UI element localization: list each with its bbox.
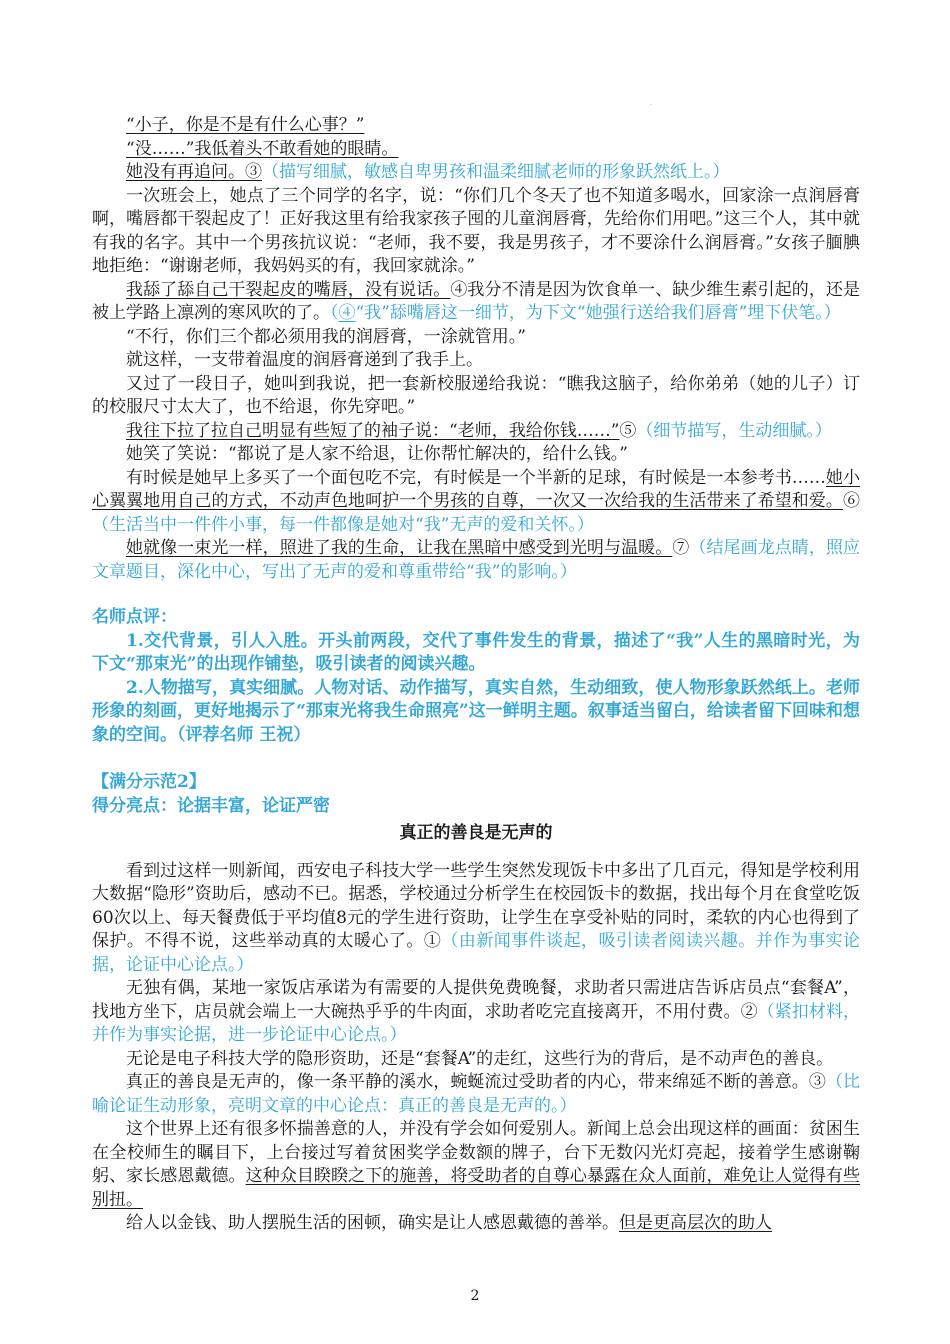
spacer [92,747,860,771]
comment-heading: 名师点评： [92,607,177,627]
essay-text: 看到过这样一则新闻，西安电子科技大学一些学生突然发现饭卡中多出了几百元，得知是学校利用大数据“隐形”资助后，感动不已。据悉，学校通过分析学生在校园饭卡的数据，找出每个月在食堂吃饭60次以上、每天餐费低于平均值8元的学生进行资助，让学生在享受补贴的同时，柔软的内心也得到了保护。不得不说，这些举动真的太暖心了。① [92,860,860,951]
score-highlight: 得分亮点：论据丰富，论证严密 [92,795,330,816]
marker-number: ⑤ [619,420,637,441]
story-paragraph [92,537,860,584]
story-paragraph [92,185,860,279]
annotation-note: （比喻论证生动形象，亮明文章的中心论点：真正的善良是无声的。） [92,1072,861,1116]
underlined-text: 她小心翼翼地用自己的方式，不动声色地呵护一个男孩的自尊，一次又一次给我的生活带来了希望和爱。 [92,467,861,511]
underlined-text: 我舔了舔自己干裂起皮的嘴唇，没有说话。 [126,279,451,300]
underlined-text: 这种众目睽睽之下的施善，将受助者的自尊心暴露在众人面前，难免让人觉得有些别扭。 [92,1166,861,1210]
note-number: ④ [338,303,356,323]
essay-text: 无独有偶，某地一家饭店承诺为有需要的人提供免费晚餐，求助者只需进店告诉店员点“套餐A”，找地方坐下，店员就会端上一大碗热乎乎的牛肉面，求助者吃完直接离开，不用付费。② [92,978,860,1022]
stray-mark: . [650,100,652,107]
essay-paragraph [92,1118,860,1212]
essay-paragraph [92,1071,860,1118]
page-number: 2 [470,1288,480,1304]
underlined-text: 我往下拉了拉自己明显有些短了的袖子说：“老师，我给你钱……” [126,420,620,441]
story-text: 有时候是她早上多买了一个面包吃不完，有时候是一个半新的足球，有时候是一本参考书…… [126,467,826,488]
story-paragraph [92,161,860,185]
story-paragraph [92,373,860,420]
essay-paragraph [92,1212,860,1236]
note-rest: “我”舔嘴唇这一细节，为下文“她强行送给我们唇膏”埋下伏笔。） [355,303,841,323]
story-paragraph [92,326,860,350]
annotation-note: （由新闻事件谈起，吸引读者阅读兴趣。并作为事实论据，论证中心论点。） [92,931,861,975]
marker-number: ⑥ [843,491,860,511]
essay-title: 真正的善良是无声的 [399,823,553,843]
essay-paragraph [92,860,860,978]
essay-text: 真正的善良是无声的，像一条平静的溪水，蜿蜒流过受助者的内心，带来绵延不断的善意。③ [126,1072,826,1092]
essay-text: 给人以金钱、助人摆脱生活的困顿，确实是让人感恩戴德的善举。 [126,1213,619,1233]
story-paragraph [92,443,860,467]
story-text: 又过了一段日子，她叫到我说，把一套新校服递给我说：“瞧我这脑子，给你弟弟（她的儿子）订的校服尺寸太大了，也不给退，你先穿吧。” [92,373,860,417]
essay-text: 这个世界上还有很多怀揣善意的人，并没有学会如何爱别人。新闻上总会出现这样的画面：贫困生在全校师生的瞩目下，上台接过写着贫困奖学金数额的牌子，台下无数闪光灯亮起，接着学生感谢鞠躬、家长感恩戴德。 [92,1119,860,1186]
example-label: 【满分示范2】 [92,772,206,792]
essay-text: 无论是电子科技大学的隐形资助，还是“套餐A”的走红，这些行为的背后，是不动声色的善良。 [126,1048,834,1069]
story-text: 就这样，一支带着温度的润唇膏递到了我手上。 [126,350,483,370]
spacer [92,584,860,606]
story-paragraph [92,138,860,162]
story-paragraph [92,279,860,326]
story-paragraph [92,420,860,444]
marker-number: ⑦ [672,538,690,558]
story-text: 她笑了笑说：“都说了是人家不给退，让你帮忙解决的，给什么钱。” [126,444,628,464]
story-paragraph [92,467,860,538]
story-paragraph [92,114,860,138]
page-content [92,114,860,1236]
essay-paragraph [92,977,860,1048]
annotation-note: （结尾画龙点睛，照应文章题目，深化中心，写出了无声的爱和尊重带给“我”的影响。） [92,538,861,582]
dialogue-line: “小子，你是不是有什么心事？” [126,115,365,135]
annotation-note: （细节描写，生动细腻。） [636,420,832,441]
underlined-text: 但是更高层次的助人 [619,1213,772,1233]
annotation-note: （紧扣材料，并作为事实论据，进一步论证中心论点。） [92,1001,861,1045]
story-text: “不行，你们三个都必须用我的润唇膏，一涂就管用。” [126,326,526,347]
note-prefix: （ [330,303,339,323]
story-text: ④我分不清是因为饮食单一、缺少维生素引起的，还是被上学路上凛冽的寒风吹的了。 [92,279,861,323]
story-paragraph [92,349,860,373]
dialogue-line: “没……”我低着头不敢看她的眼睛。 [126,138,399,159]
comment-item: 1.交代背景，引人入胜。开头前两段，交代了事件发生的背景，描述了“我”人生的黑暗时光，为下文“那束光”的出现作铺垫，吸引读者的阅读兴趣。 [92,630,860,674]
annotation-note [330,303,841,323]
annotation-note: （生活当中一件件小事，每一件都像是她对“我”无声的爱和关怀。） [92,514,594,535]
essay-paragraph [92,1048,860,1072]
comment-item: 2.人物描写，真实细腻。人物对话、动作描写，真实自然，生动细致，使人物形象跃然纸上。老师形象的刻画，更好地揭示了“那束光将我生命照亮”这一鲜明主题。叙事适当留白，给读者留下回味和想象的空间。（评荐名师 王祝） [92,677,860,745]
story-text: 一次班会上，她点了三个同学的名字，说：“你们几个冬天了也不知道多喝水，回家涂一点润唇膏啊，嘴唇都干裂起皮了！正好我这里有给我家孩子囤的儿童润唇膏，先给你们用吧。”这三个人，其中就有我的名字。其中一个男孩抗议说：“老师，我不要，我是男孩子，才不要涂什么润唇膏。”女孩子腼腆地拒绝：“谢谢老师，我妈妈买的有，我回家就涂。” [92,185,860,276]
annotation-note: （描写细腻，敏感自卑男孩和温柔细腻老师的形象跃然纸上。） [262,162,730,182]
story-text: 她没有再追问。③ [126,162,262,182]
underlined-text: 她就像一束光一样，照进了我的生命，让我在黑暗中感受到光明与温暖。 [126,538,673,558]
